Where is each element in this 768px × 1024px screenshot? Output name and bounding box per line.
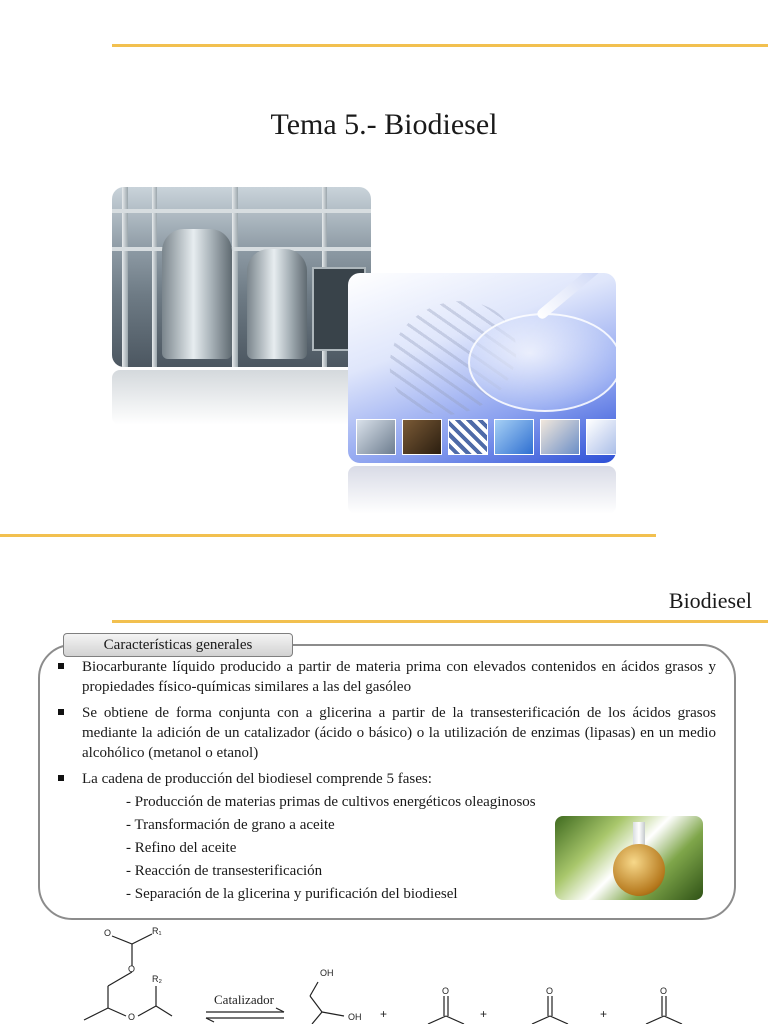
plus-sign: + <box>480 1007 488 1021</box>
hydroxyl-label: OH <box>348 1012 362 1022</box>
slide-title: Tema 5.- Biodiesel <box>270 108 498 141</box>
top-accent-rule <box>112 44 768 47</box>
bullet-square-icon <box>58 775 64 781</box>
section-accent-rule <box>112 620 768 623</box>
industrial-plant-reflection <box>112 370 371 425</box>
bullet-square-icon <box>58 709 64 715</box>
bullet-square-icon <box>58 663 64 669</box>
oxygen-label: O <box>128 1012 136 1022</box>
phase-item: - Separación de la glicerina y purificación del biodiesel <box>126 886 458 902</box>
catalyst-label: Catalizador <box>214 992 274 1007</box>
industrial-plant-image <box>112 187 371 367</box>
transesterification-reaction-diagram <box>0 920 768 1024</box>
oxygen-label: O <box>546 986 554 996</box>
phase-item: - Producción de materias primas de cultivos energéticos oleaginosos <box>126 794 536 810</box>
bottom-accent-rule <box>0 534 656 537</box>
oxygen-label: O <box>128 964 136 974</box>
section-title: Biodiesel <box>668 588 752 613</box>
oil-flask-image <box>555 816 703 900</box>
r2-label: R₂ <box>152 974 162 984</box>
phase-item: - Transformación de grano a aceite <box>126 817 335 833</box>
plus-sign: + <box>380 1007 388 1021</box>
r1-label: R₁ <box>152 926 162 936</box>
list-item: La cadena de producción del biodiesel comprende 5 fases: - Producción de materias primas de cultivos energéticos oleaginosos - Transformación de grano a aceite - Refino del aceite - Reacción de transesterificación - Separación de la glicerina y purificación del biodiesel <box>56 769 716 906</box>
plus-sign: + <box>600 1007 608 1021</box>
list-item: Biocarburante líquido producido a partir de materia prima con elevados contenidos en ácidos grasos y propiedades físico-químicas similares a las del gasóleo <box>56 657 716 697</box>
characteristics-label: Características generales <box>63 633 293 657</box>
phase-item: - Reacción de transesterificación <box>126 863 323 879</box>
oxygen-label: O <box>104 928 112 938</box>
oxygen-label: O <box>660 986 668 996</box>
phase-item: - Refino del aceite <box>126 840 237 856</box>
oxygen-label: O <box>442 986 450 996</box>
hydroxyl-label: OH <box>320 968 334 978</box>
biotech-lab-image <box>348 273 616 463</box>
biotech-lab-reflection <box>348 466 616 514</box>
list-item: Se obtiene de forma conjunta con a glicerina a partir de la transesterificación de los ácidos grasos mediante la adición de un catalizador (ácido o básico) o la utilización de enzimas (lipasas) en un medio alcohólico (metanol o etanol) <box>56 703 716 763</box>
thumbnail-strip <box>356 419 616 455</box>
